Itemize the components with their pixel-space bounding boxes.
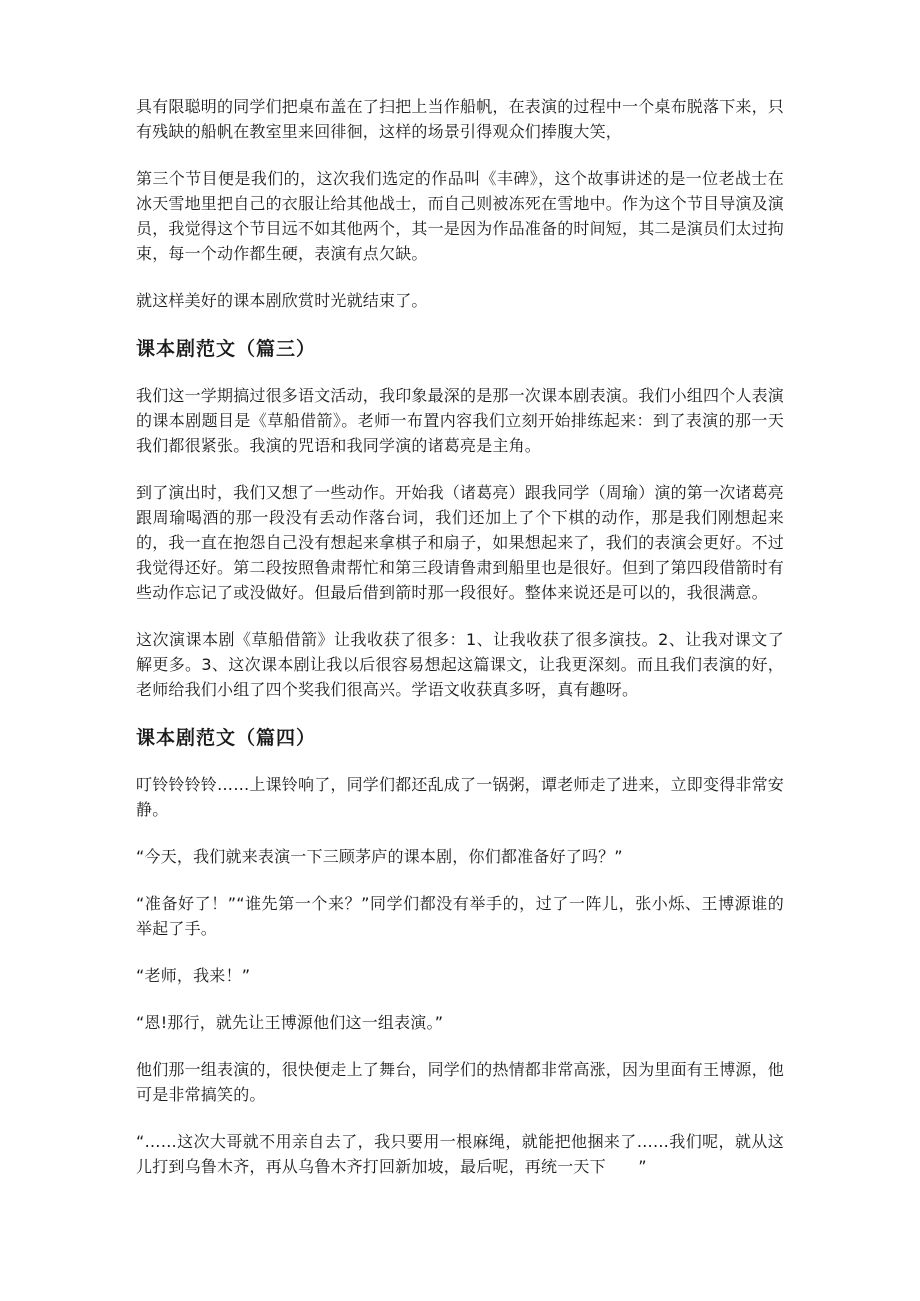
paragraph: 第三个节目便是我们的，这次我们选定的作品叫《丰碑》，这个故事讲述的是一位老战士在冰天雪地里把自己的衣服让给其他战士，而自己则被冻死在雪地中。作为这个节目导演及演员，我觉得这个节目远不如其他两个，其一是因为作品准备的时间短，其二是演员们太过拘束，每一个动作都生硬，表演有点欠缺。 [136, 169, 785, 263]
paragraph: 就这样美好的课本剧欣赏时光就结束了。 [136, 291, 428, 310]
paragraph: “恩!那行，就先让王博源他们这一组表演。” [136, 1013, 444, 1032]
section-heading: 课本剧范文（篇四） [136, 727, 317, 749]
paragraph: 他们那一组表演的，很快便走上了舞台，同学们的热情都非常高涨，因为里面有王博源，他可是非常搞笑的。 [136, 1060, 785, 1104]
paragraph: “今天，我们就来表演一下三顾茅庐的课本剧，你们都准备好了吗？” [136, 847, 623, 866]
paragraph: 到了演出时，我们又想了一些动作。开始我（诸葛亮）跟我同学（周瑜）演的第一次诸葛亮跟周瑜喝酒的那一段没有丢动作落台词，我们还加上了个下棋的动作，那是我们刚想起来的，我一直在抱怨自己没有想起来拿棋子和扇子，如果想起来了，我们的表演会更好。不过我觉得还好。第二段按照鲁肃帮忙和第三段请鲁肃到船里也是很好。但到了第四段借箭时有些动作忘记了或没做好。但最后借到箭时那一段很好。整体来说还是可以的，我很满意。 [136, 483, 785, 602]
paragraph: 我们这一学期搞过很多语文活动，我印象最深的是那一次课本剧表演。我们小组四个人表演的课本剧题目是《草船借箭》。老师一布置内容我们立刻开始排练起来：到了表演的那一天我们都很紧张。我演的咒语和我同学演的诸葛亮是主角。 [136, 386, 785, 455]
paragraph: 这次演课本剧《草船借箭》让我收获了很多：1、让我收获了很多演技。2、让我对课文了解更多。3、这次课本剧让我以后很容易想起这篇课文，让我更深刻。而且我们表演的好，老师给我们小组了四个奖我们很高兴。学语文收获真多呀，真有趣呀。 [136, 630, 784, 699]
paragraph: “准备好了！”“谁先第一个来？”同学们都没有举手的，过了一阵儿，张小烁、王博源谁的举起了手。 [136, 894, 784, 938]
section-heading: 课本剧范文（篇三） [136, 338, 317, 360]
paragraph: 具有限聪明的同学们把桌布盖在了扫把上当作船帆，在表演的过程中一个桌布脱落下来，只有残缺的船帆在教室里来回徘徊，这样的场景引得观众们捧腹大笑， [136, 97, 785, 141]
paragraph: “老师，我来！” [136, 966, 251, 985]
paragraph: 叮铃铃铃铃……上课铃响了，同学们都还乱成了一锅粥，谭老师走了进来，立即变得非常安静。 [136, 775, 785, 819]
document-body [136, 94, 784, 1201]
paragraph: “……这次大哥就不用亲自去了，我只要用一根麻绳，就能把他捆来了……我们呢，就从这儿打到乌鲁木齐，再从乌鲁木齐打回新加坡，最后呢，再统一天下 ” [136, 1132, 784, 1176]
